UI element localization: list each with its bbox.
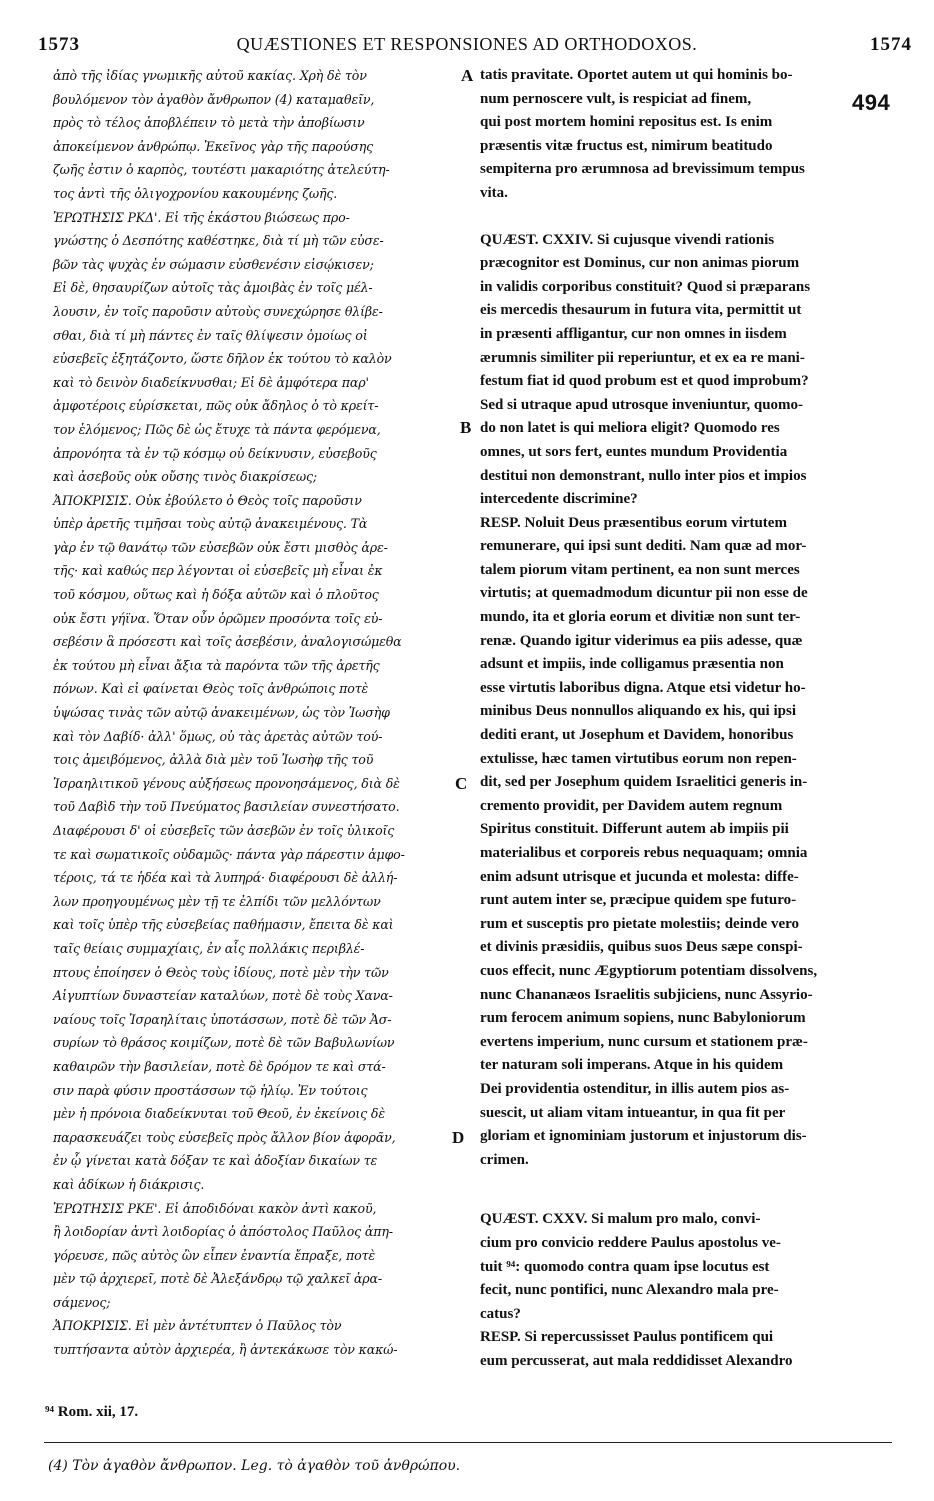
latin-text-line: evertens imperium, nunc cursum et stationem præ-	[480, 1033, 808, 1050]
greek-text-line: λουσιν, ἐν τοῖς παροῦσιν αὐτοὺς συνεχώρησε θλίβε-	[53, 303, 383, 319]
greek-text-line: ἀποκείμενον ἀνθρώπῳ. Ἐκεῖνος γὰρ τῆς παρούσης	[53, 138, 373, 154]
greek-text-line: μὲν ἡ πρόνοια διαδείκνυται τοῦ Θεοῦ, ἐν ἐκείνοις δὲ	[53, 1106, 385, 1122]
greek-text-line: ἀπὸ τῆς ἰδίας γνωμικῆς αὐτοῦ κακίας. Χρὴ δὲ τὸν	[53, 68, 367, 83]
paragraph-gap	[480, 206, 895, 229]
latin-text-line: præcognitor est Dominus, cur non animas piorum	[480, 255, 800, 272]
latin-text-line: Sed si utraque apud utrosque inveniuntur, quomo-	[480, 396, 804, 413]
greek-text-line: εὐσεβεῖς ἐξητάζοντο, ὥστε δῆλον ἐκ τούτου τὸ καλὸν	[53, 351, 392, 367]
scripture-footnote: ⁹⁴ Rom. xii, 17.	[45, 1404, 139, 1420]
latin-text-line: sempiterna pro ærumnosa ad brevissimum tempus	[480, 161, 805, 178]
latin-text-line: RESP. Noluit Deus præsentibus eorum virtutem	[480, 514, 787, 531]
greek-text-line: ἀμφοτέροις εὑρίσκεται, πῶς οὐκ ἄδηλος ὁ τὸ κρείτ-	[53, 398, 379, 414]
greek-text-line: καὶ ἀσεβοῦς οὐκ οὔσης τινὸς διακρίσεως;	[53, 469, 317, 485]
greek-text-line: τέροις, τά τε ἡδέα καὶ τὰ λυπηρά· διαφέρουσι δὲ ἀλλή-	[53, 870, 398, 886]
greek-text-line: τον ἑλόμενος; Πῶς δὲ ὡς ἔτυχε τὰ πάντα φερόμενα,	[53, 421, 381, 437]
latin-text-line: vita.	[480, 184, 508, 201]
page-number-left: 1573	[38, 34, 80, 55]
greek-text-line: σάμενος;	[53, 1294, 111, 1310]
margin-letter-c: C	[455, 774, 468, 793]
greek-text-line: γόρευσε, πῶς αὐτὸς ὢν εἶπεν ἐναντία ἔπραξε, ποτὲ	[53, 1247, 375, 1263]
greek-text-line: παρασκευάζει τοὺς εὐσεβεῖς πρὸς ἄλλον βίον ἀφορᾶν,	[53, 1129, 396, 1145]
greek-text-line: ἐκ τούτου μὴ εἶναι ἄξια τὰ παρόντα τῶν τῆς ἀρετῆς	[53, 657, 380, 673]
latin-text-line: minibus Deus nonnullos aliquando ex his, qui ipsi	[480, 703, 796, 720]
latin-text-line: eis mercedis thesaurum in futura vita, permittit ut	[480, 302, 802, 319]
latin-text-line: nunc Chananæos Israelitis subjiciens, nunc Assyrio-	[480, 986, 813, 1003]
greek-text-line: τε καὶ σωματικοῖς οὐδαμῶς· πάντα γὰρ πάρεστιν ἀμφο-	[53, 846, 405, 862]
greek-text-line: ὑπὲρ ἀρετῆς τιμῆσαι τοὺς αὐτῷ ἀνακειμένους. Τὰ	[53, 516, 368, 532]
greek-text-line: Ἰσραηλιτικοῦ γένους αὐξήσεως προνοησάμενος, διὰ δὲ	[53, 775, 400, 791]
greek-text-line: πόνων. Καὶ εἰ φαίνεται Θεὸς τοῖς ἀνθρώποις ποτὲ	[53, 681, 369, 697]
greek-text-line: τυπτήσαντα αὐτὸν ἀρχιερέα, ἢ ἀντεκάκωσε τὸν κακώ-	[53, 1342, 398, 1358]
latin-text-line: intercedente discrimine?	[480, 491, 638, 508]
greek-text-line: σιν παρὰ φύσιν προστάσσων τῷ ἡλίῳ. Ἐν τούτοις	[53, 1082, 368, 1098]
latin-text-line: materialibus et corporeis rebus nequaquam; omnia	[480, 845, 808, 861]
latin-text-line: virtutis; at quemadmodum dicuntur pii non esse de	[480, 585, 808, 602]
greek-text-line: ἀπρονόητα τὰ ἐν τῷ κόσμῳ οὐ δείκνυσιν, εὐσεβοῦς	[53, 445, 377, 461]
footnote-rule	[44, 1442, 892, 1443]
latin-text-line: rum et susceptis pro pietate molestiis; deinde vero	[480, 915, 799, 932]
latin-text-line: crimen.	[480, 1151, 529, 1168]
greek-text-line: Διαφέρουσι δ' οἱ εὐσεβεῖς τῶν ἀσεβῶν ἐν τοῖς ὑλικοῖς	[53, 823, 395, 838]
running-title: QUÆSTIONES ET RESPONSIONES AD ORTHODOXOS.	[236, 34, 698, 54]
greek-text-line: σθαι, διὰ τί μὴ πάντες ἐν ταῖς θλίψεσιν ὁμοίως οἱ	[53, 327, 368, 343]
latin-text-line: fecit, nunc pontifici, nunc Alexandro mala pre-	[480, 1282, 779, 1299]
greek-text-line: βῶν τὰς ψυχὰς ἐν σώμασιν εὐσθενέσιν εἰσῴκισεν;	[53, 256, 374, 272]
page-number-right: 1574	[870, 34, 912, 55]
greek-text-line: βουλόμενον τὸν ἀγαθὸν ἄνθρωπον (4) καταμαθεῖν,	[53, 91, 375, 107]
latin-text-line: tuit ⁹⁴: quomodo contra quam ipse locutus est	[480, 1258, 770, 1275]
greek-text-line: ἘΡΩΤΗΣΙΣ ΡΚΔ'. Εἰ τῆς ἑκάστου βιώσεως προ-	[53, 209, 350, 225]
latin-text-line: remunerare, qui ipsi sunt dediti. Nam quæ ad mor-	[480, 538, 807, 555]
latin-text-line: et divinis præsidiis, quibus suos Deus sæpe conspi-	[480, 939, 803, 956]
greek-text-line: γὰρ ἐν τῷ θανάτῳ τῶν εὐσεβῶν οὐκ ἔστι μισθὸς ἀρε-	[53, 539, 388, 555]
latin-text-line: do non latet is qui meliora eligit? Quomodo res	[480, 420, 780, 437]
latin-text-line: esse virtutis laboribus digna. Atque etsi videtur ho-	[480, 679, 806, 696]
greek-text-line: Αἰγυπτίων δυναστείαν καταλύων, ποτὲ δὲ τοὺς Χανα-	[53, 988, 393, 1004]
column-number: 494	[852, 90, 891, 115]
latin-text-line: num pernoscere vult, is respiciat ad finem,	[480, 90, 752, 107]
greek-text-line: ταῖς θείαις συμμαχίαις, ἐν αἷς πολλάκις περιβλέ-	[53, 940, 365, 956]
latin-text-line: adsunt et impiis, inde colligamus præsentia non	[480, 656, 784, 673]
margin-letter-d: D	[452, 1128, 465, 1147]
latin-text-line: gloriam et ignominiam justorum et injustorum dis-	[480, 1128, 807, 1145]
latin-text-line: rum ferocem animum sopiens, nunc Babyloniorum	[480, 1010, 806, 1027]
latin-text-line: ærumnis similiter pii reperiuntur, et ex ea re mani-	[480, 349, 805, 366]
latin-text-line: cium pro convicio reddere Paulus apostolus ve-	[480, 1234, 781, 1251]
greek-text-line: ὑψώσας τινὰς τῶν αὐτῷ ἀνακειμένων, ὡς τὸν Ἰωσὴφ	[53, 705, 390, 721]
greek-text-line: πρὸς τὸ τέλος ἀποβλέπειν τὸ μετὰ τὴν ἀποβίωσιν	[53, 115, 365, 131]
latin-text-line: suescit, ut aliam vitam intueantur, in qua fit per	[480, 1104, 786, 1121]
latin-text-line: renæ. Quando igitur viderimus ea piis adesse, quæ	[480, 632, 803, 649]
latin-text-line: Dei providentia ostenditur, in illis autem pios as-	[480, 1080, 790, 1097]
latin-text-line: runt autem inter se, præcipue quidem spe futuro-	[480, 892, 797, 909]
latin-text-line: ter naturam soli imperans. Atque in his quidem	[480, 1057, 784, 1074]
greek-text-line: πτους ἐποίησεν ὁ Θεὸς τοὺς ἰδίους, ποτὲ μὲν τὴν τῶν	[53, 964, 389, 980]
latin-column	[480, 64, 895, 1373]
running-header	[0, 20, 934, 56]
latin-text-line: enim adsunt utrisque et jucunda et molesta: diffe-	[480, 868, 799, 885]
greek-text-line: καθαιρῶν τὴν βασιλείαν, ποτὲ δὲ δρόμον τε καὶ στά-	[53, 1058, 386, 1074]
latin-text-line: mundo, ita et gloria eorum et divitiæ non sunt ter-	[480, 609, 801, 626]
greek-text-line: ἘΡΩΤΗΣΙΣ ΡΚΕ'. Εἰ ἀποδιδόναι κακὸν ἀντὶ κακοῦ,	[53, 1200, 377, 1216]
latin-text-line: extulisse, hæc tamen virtutibus eorum non repen-	[480, 750, 797, 767]
latin-text-line: in validis corporibus constituit? Quod si præparans	[480, 278, 811, 295]
greek-text-line: τῆς· καὶ καθώς περ λέγονται οἱ εὐσεβεῖς μὴ εἶναι ἐκ	[53, 563, 383, 579]
greek-text-line: ἐν ᾧ γίνεται κατὰ δόξαν τε καὶ ἀδοξίαν δικαίων τε	[53, 1153, 378, 1169]
greek-text-line: καὶ τὸν Δαβίδ· ἀλλ' ὅμως, οὐ τὰς ἀρετὰς αὐτῶν τού-	[53, 728, 383, 744]
latin-text-line: catus?	[480, 1305, 521, 1322]
latin-text-line: Spiritus constituit. Differunt autem ab impiis pii	[480, 821, 789, 838]
greek-text-line: λων προηγουμένως μὲν τῇ τε ἐλπίδι τῶν μελλόντων	[53, 893, 381, 909]
latin-text-line: QUÆST. CXXIV. Si cujusque vivendi rationis	[480, 231, 775, 248]
latin-text-line: in præsenti affligantur, cur non omnes in iisdem	[480, 325, 787, 342]
greek-text-line: συρίων τὸ θράσος κοιμίζων, ποτὲ δὲ τῶν Βαβυλωνίων	[53, 1035, 395, 1051]
greek-text-line: τοις ἀμειβόμενος, ἀλλὰ διὰ μὲν τοῦ Ἰωσὴφ τῆς τοῦ	[53, 752, 374, 768]
greek-text-line: τοῦ Δαβὶδ τὴν τοῦ Πνεύματος βασιλείαν συνεστήσατο.	[53, 799, 400, 815]
latin-text-line: cuos effecit, nunc Ægyptiorum potentiam dissolvens,	[480, 962, 818, 979]
greek-text-line: μὲν τῷ ἀρχιερεῖ, ποτὲ δὲ Ἀλεξάνδρῳ τῷ χαλκεῖ ἀρα-	[53, 1271, 382, 1287]
latin-text-line: dediti erant, ut Josephum et Davidem, honoribus	[480, 727, 794, 744]
latin-text-line: tatis pravitate. Oportet autem ut qui hominis bo-	[480, 67, 793, 83]
latin-text-line: talem piorum vitam pertinent, ea non sunt merces	[480, 561, 800, 578]
greek-column	[53, 64, 455, 1362]
latin-text-line: eum percusserat, aut mala reddidisset Alexandro	[480, 1352, 793, 1369]
greek-text-line: οὐκ ἔστι γήϊνα. Ὅταν οὖν ὁρῶμεν προσόντα τοῖς εὐ-	[53, 610, 383, 626]
greek-text-line: ζωῆς ἐστιν ὁ καρπὸς, τουτέστι μακαριότης ἀτελεύτη-	[53, 162, 390, 178]
latin-text-line: cremento providit, per Davidem autem regnum	[480, 797, 783, 814]
latin-text-line: festum fiat id quod probum est et quod improbum?	[480, 373, 809, 390]
latin-text-line: dit, sed per Josephum quidem Israelitici generis in-	[480, 774, 808, 791]
greek-text-line: ἈΠΟΚΡΙΣΙΣ. Εἰ μὲν ἀντέτυπτεν ὁ Παῦλος τὸν	[53, 1318, 342, 1334]
greek-text-line: σεβέσιν ἃ πρόσεστι καὶ τοῖς ἀσεβέσιν, ἀναλογισώμεθα	[53, 634, 402, 650]
latin-text-line: qui post mortem homini repositus est. Is enim	[480, 114, 773, 131]
greek-text-line: γνώστης ὁ Δεσπότης καθέστηκε, διὰ τί μὴ τῶν εὐσε-	[53, 233, 384, 249]
latin-text-line: præsentis vitæ fructus est, nimirum beatitudo	[480, 137, 773, 154]
greek-text-line: τος ἀντὶ τῆς ὀλιγοχρονίου κακουμένης ζωῆς.	[53, 185, 338, 201]
paragraph-gap	[480, 1172, 895, 1208]
greek-text-line: καὶ τὸ δεινὸν διαδείκνυσθαι; Εἰ δὲ ἀμφότερα παρ'	[53, 374, 369, 390]
margin-letter-b: B	[460, 418, 472, 437]
latin-text-line: destitui non demonstrant, nullo inter pios et impios	[480, 467, 807, 484]
latin-text-line: RESP. Si repercussisset Paulus pontificem qui	[480, 1329, 774, 1346]
latin-text-line: omnes, ut sors fert, euntes mundum Providentia	[480, 443, 788, 460]
greek-text-line: Εἰ δὲ, θησαυρίζων αὐτοῖς τὰς ἀμοιβὰς ἐν τοῖς μέλ-	[53, 280, 373, 296]
greek-text-line: καὶ τοῖς ὑπὲρ τῆς εὐσεβείας παθήμασιν, ἔπειτα δὲ καὶ	[53, 917, 394, 933]
greek-text-line: τοῦ κόσμου, οὕτως καὶ ἡ δόξα αὐτῶν καὶ ὁ πλοῦτος	[53, 587, 379, 603]
greek-text-line: ναίους τοῖς Ἰσραηλίταις ὑποτάσσων, ποτὲ δὲ τῶν Ἀσ-	[53, 1011, 392, 1027]
greek-text-line: καὶ ἀδίκων ἡ διάκρισις.	[53, 1176, 205, 1192]
greek-text-line: ἈΠΟΚΡΙΣΙΣ. Οὐκ ἐβούλετο ὁ Θεὸς τοῖς παροῦσιν	[53, 492, 362, 508]
editorial-footnote: (4) Τὸν ἀγαθὸν ἄνθρωπον. Leg. τὸ ἀγαθὸν τοῦ ἀνθρώπου.	[48, 1458, 461, 1474]
latin-text-line: QUÆST. CXXV. Si malum pro malo, convi-	[480, 1211, 761, 1228]
margin-letter-a: A	[461, 66, 474, 85]
greek-text-line: ἢ λοιδορίαν ἀντὶ λοιδορίας ὁ ἀπόστολος Παῦλος ἀπη-	[53, 1224, 393, 1240]
